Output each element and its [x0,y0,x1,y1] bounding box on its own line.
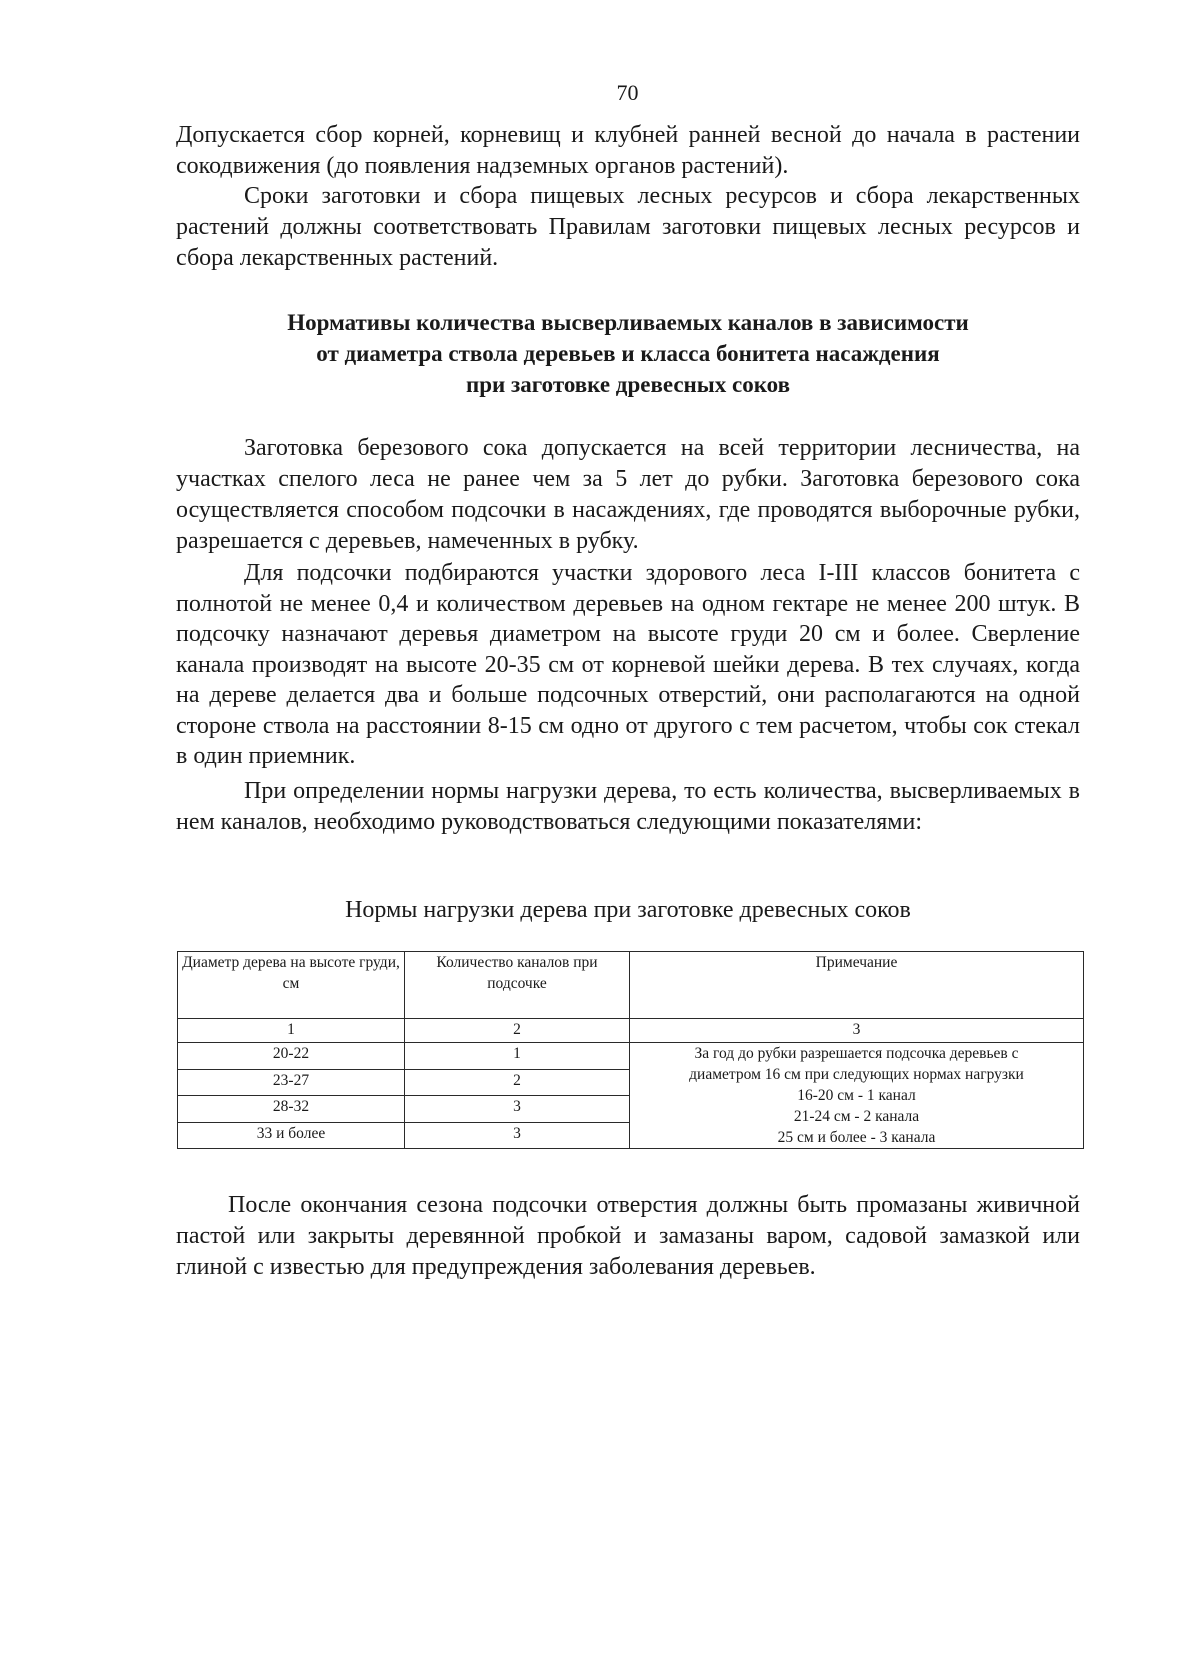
column-number: 2 [405,1019,630,1043]
table-row [178,1043,1084,1070]
heading-line-3: при заготовке древесных соков [465,372,791,397]
cell-diameter: 33 и более [178,1122,405,1149]
paragraph-roots-collection: Допускается сбор корней, корневищ и клубней ранней весной до начала в растении сокодвижения (до появления надземных органов растений). [176,122,1080,179]
cell-diameter: 20-22 [178,1043,405,1070]
section-heading [176,307,1080,400]
paragraph-after-season: После окончания сезона подсочки отверстия должны быть промазаны живичной пастой или закрыты деревянной пробкой и замазаны варом, садовой замазкой или глиной с известью для предупреждения заболевания деревьев. [176,1192,1080,1280]
table-header-row [178,952,1084,1019]
cell-diameter: 23-27 [178,1069,405,1096]
note-line: диаметром 16 см при следующих нормах нагрузки [689,1066,1024,1083]
heading-line-1: Нормативы количества высверливаемых каналов в зависимости [287,310,969,335]
note-line: За год до рубки разрешается подсочка деревьев с [694,1045,1019,1062]
heading-line-2: от диаметра ствола деревьев и класса бонитета насаждения [316,341,940,366]
cell-channels: 2 [405,1069,630,1096]
column-number: 1 [178,1019,405,1043]
table-title: Нормы нагрузки дерева при заготовке древесных соков [345,897,911,923]
paragraph-tapping-selection: Для подсочки подбираются участки здорового леса I-III классов бонитета с полнотой не менее 0,4 и количеством деревьев на одном гектаре не менее 200 штук. В подсочку назначают деревья диаметром на высоте груди 20 см и более. Сверление канала производят на высоте 20-35 см от корневой шейки дерева. В тех случаях, когда на дереве делается два и больше подсочных отверстий, они располагаются на одной стороне ствола на расстоянии 8-15 см одно от другого с тем расчетом, чтобы сок стекал в один приемник. [176,560,1080,769]
cell-channels: 3 [405,1096,630,1123]
note-line: 16-20 см - 1 канал [797,1087,916,1104]
page-number: 70 [616,80,639,105]
cell-note [630,1043,1084,1149]
header-note: Примечание [630,952,1084,1019]
paragraph-birch-sap: Заготовка березового сока допускается на всей территории лесничества, на участках спелого леса не ранее чем за 5 лет до рубки. Заготовка березового сока осуществляется способом подсочки в насаждениях, где проводятся выборочные рубки, разрешается с деревьев, намеченных в рубку. [176,435,1080,554]
header-channels: Количество каналов при подсочке [405,952,630,1019]
note-line: 21-24 см - 2 канала [793,1108,920,1125]
load-norms-table [177,951,1084,1149]
paragraph-harvest-terms: Сроки заготовки и сбора пищевых лесных ресурсов и сбора лекарственных растений должны соответствовать Правилам заготовки пищевых лесных ресурсов и сбора лекарственных растений. [176,183,1080,271]
cell-diameter: 28-32 [178,1096,405,1123]
cell-channels: 3 [405,1122,630,1149]
cell-channels: 1 [405,1043,630,1070]
note-line: 25 см и более - 3 канала [777,1129,936,1146]
column-number: 3 [630,1019,1084,1043]
paragraph-load-norms-intro: При определении нормы нагрузки дерева, то есть количества, высверливаемых в нем каналов, необходимо руководствоваться следующими показателями: [176,778,1080,835]
header-diameter: Диаметр дерева на высоте груди, см [178,952,405,1019]
table-column-numbers-row [178,1019,1084,1043]
